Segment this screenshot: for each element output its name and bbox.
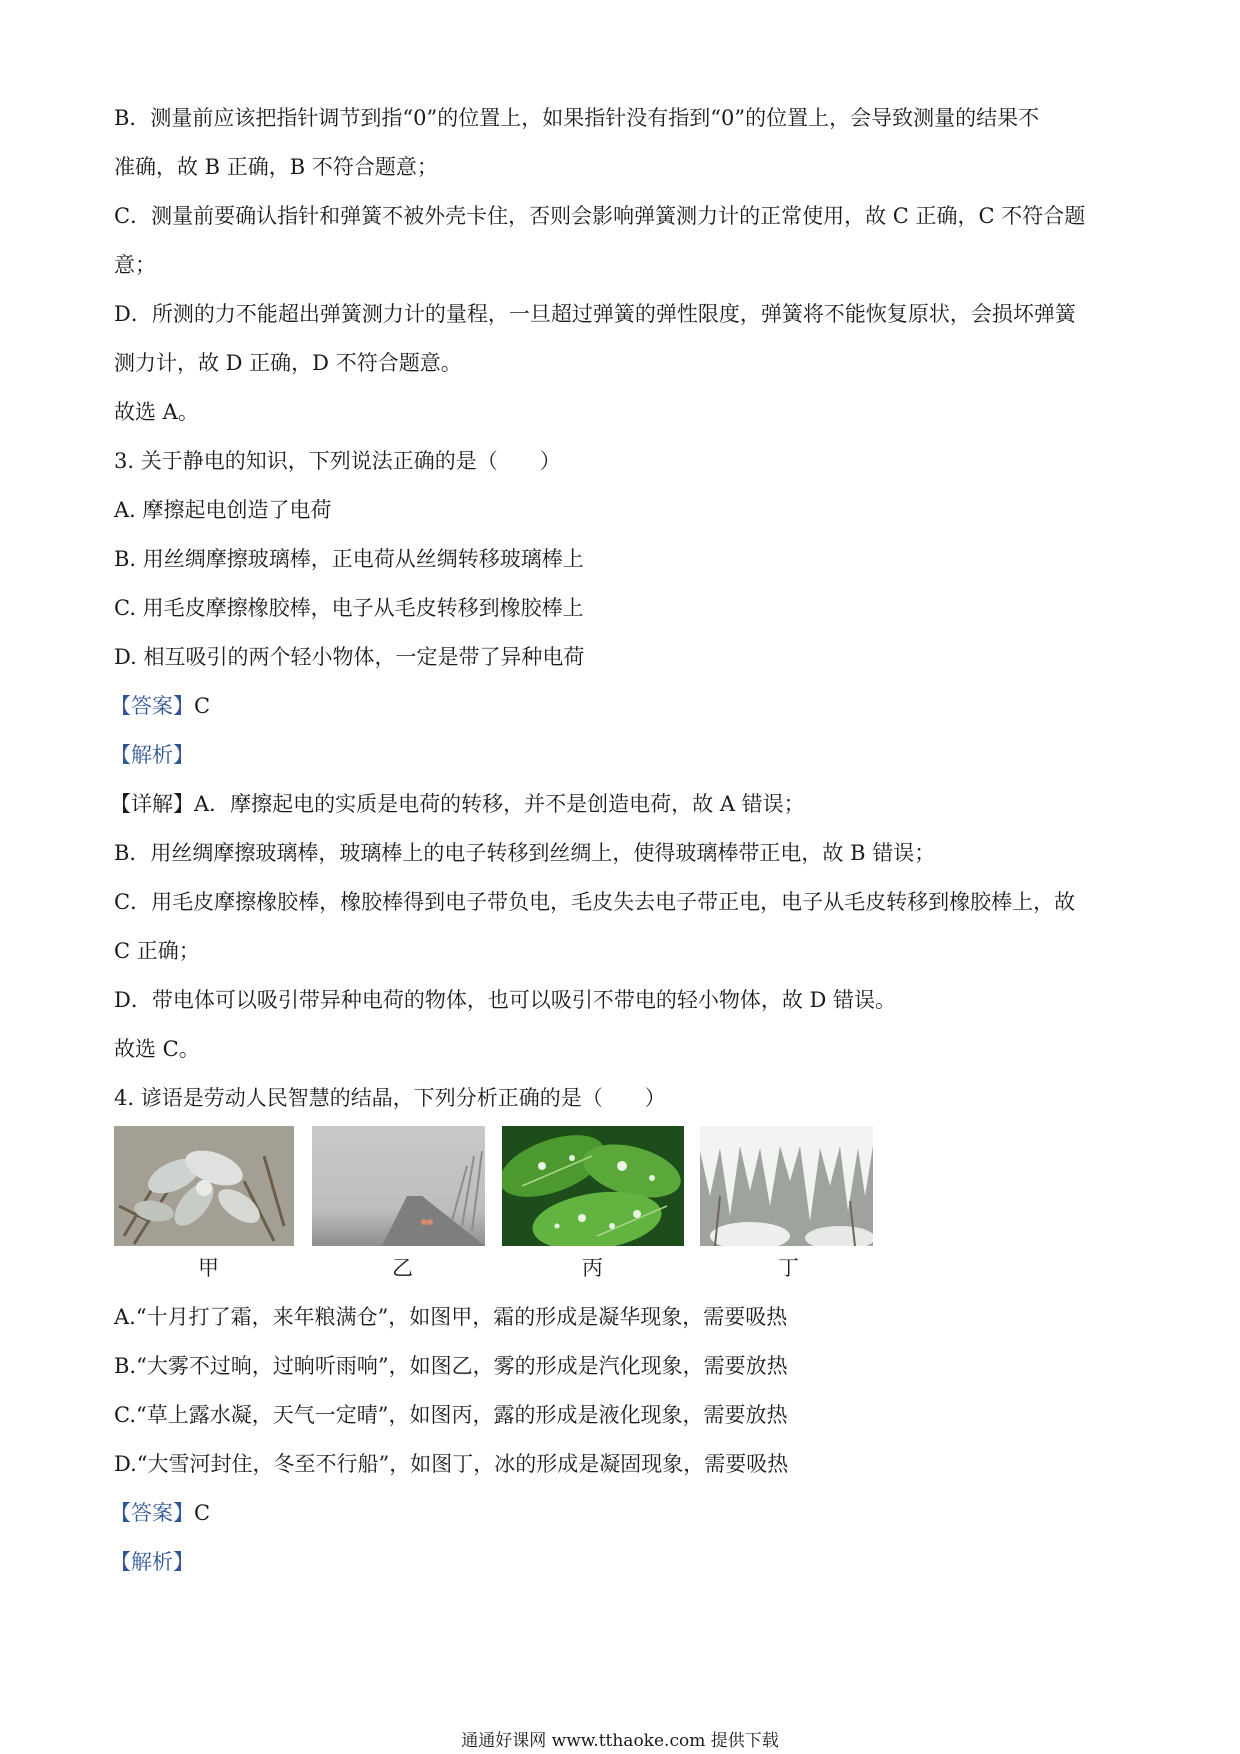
- question-4-option-b: B.“大雾不过晌，过晌听雨响”，如图乙，雾的形成是汽化现象，需要放热: [114, 1354, 788, 1378]
- dew-image: [502, 1126, 684, 1246]
- question-3-answer: [110, 692, 210, 720]
- question-4-analysis: [110, 1548, 194, 1576]
- question-3-analysis: [110, 741, 194, 769]
- question-3-stem: 3. 关于静电的知识，下列说法正确的是（ ）: [114, 449, 561, 473]
- detail-line: B．用丝绸摩擦玻璃棒，玻璃棒上的电子转移到丝绸上，使得玻璃棒带正电，故 B 错误；: [114, 841, 936, 865]
- page-footer: 通通好课网 www.tthaoke.com 提供下载: [461, 1731, 779, 1751]
- text-line: C．测量前要确认指针和弹簧不被外壳卡住，否则会影响弹簧测力计的正常使用，故 C 正确，C 不符合题: [114, 204, 1086, 228]
- text-line: 准确，故 B 正确，B 不符合题意；: [114, 155, 438, 179]
- detail-tag: 【详解】: [110, 792, 194, 816]
- caption-yi: 乙: [392, 1256, 413, 1280]
- question-4-answer: [110, 1499, 210, 1527]
- detail-line: C．用毛皮摩擦橡胶棒，橡胶棒得到电子带负电，毛皮失去电子带正电，电子从毛皮转移到橡胶棒上，故: [114, 890, 1076, 914]
- detail-line: C 正确；: [114, 939, 200, 963]
- text-line: B．测量前应该把指针调节到指“0”的位置上，如果指针没有指到“0”的位置上，会导致测量的结果不: [114, 106, 1040, 130]
- answer-tag: 【答案】: [110, 1501, 194, 1525]
- question-4-option-a: A.“十月打了霜，来年粮满仓”，如图甲，霜的形成是凝华现象，需要吸热: [114, 1305, 788, 1329]
- question-4-stem: 4. 谚语是劳动人民智慧的结晶，下列分析正确的是（ ）: [114, 1086, 666, 1110]
- text-line: 测力计，故 D 正确，D 不符合题意。: [114, 351, 462, 375]
- detail-line: D．带电体可以吸引带异种电荷的物体，也可以吸引不带电的轻小物体，故 D 错误。: [114, 988, 897, 1012]
- question-3-option-b: B. 用丝绸摩擦玻璃棒，正电荷从丝绸转移玻璃棒上: [114, 547, 584, 571]
- question-3-detail: [110, 790, 805, 818]
- answer-value: C: [194, 694, 211, 718]
- question-3-option-a: A. 摩擦起电创造了电荷: [114, 498, 332, 522]
- detail-line: A．摩擦起电的实质是电荷的转移，并不是创造电荷，故 A 错误；: [194, 792, 805, 816]
- question-3-option-d: D. 相互吸引的两个轻小物体，一定是带了异种电荷: [114, 645, 585, 669]
- text-line: 意；: [114, 253, 156, 277]
- answer-tag: 【答案】: [110, 694, 194, 718]
- caption-bing: 丙: [582, 1256, 603, 1280]
- caption-ding: 丁: [778, 1256, 799, 1280]
- fog-image: [312, 1126, 485, 1246]
- text-line: D．所测的力不能超出弹簧测力计的量程，一旦超过弹簧的弹性限度，弹簧将不能恢复原状，会损坏弹簧: [114, 302, 1076, 326]
- question-4-option-c: C.“草上露水凝，天气一定晴”，如图丙，露的形成是液化现象，需要放热: [114, 1403, 788, 1427]
- detail-line: 故选 C。: [114, 1037, 200, 1061]
- analysis-tag: 【解析】: [110, 1550, 194, 1574]
- ice-image: [700, 1126, 873, 1246]
- answer-value: C: [194, 1501, 211, 1525]
- question-4-option-d: D.“大雪河封住，冬至不行船”，如图丁，冰的形成是凝固现象，需要吸热: [114, 1452, 789, 1476]
- question-3-option-c: C. 用毛皮摩擦橡胶棒，电子从毛皮转移到橡胶棒上: [114, 596, 584, 620]
- text-line: 故选 A。: [114, 400, 199, 424]
- frost-image: [114, 1126, 294, 1246]
- analysis-tag: 【解析】: [110, 743, 194, 767]
- caption-jia: 甲: [198, 1256, 219, 1280]
